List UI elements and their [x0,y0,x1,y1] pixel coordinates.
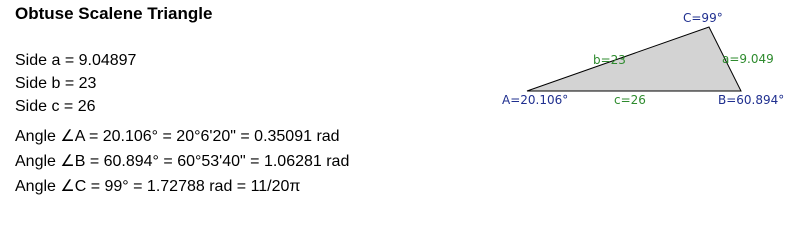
angle-a-text: Angle ∠A = 20.106° = 20°6'20" = 0.35091 rad [15,128,340,145]
triangle-shape [527,27,741,91]
vertex-b-label: B=60.894° [718,93,785,107]
side-c-text: Side c = 26 [15,98,96,115]
side-c-label: c=26 [614,93,646,107]
vertex-a-label: A=20.106° [502,93,569,107]
side-a-text: Side a = 9.04897 [15,52,137,69]
side-a-label: a=9.049 [722,52,774,66]
page-title: Obtuse Scalene Triangle [15,4,213,23]
angle-b-text: Angle ∠B = 60.894° = 60°53'40" = 1.06281 rad [15,153,350,170]
vertex-c-label: C=99° [683,11,723,25]
angle-c-text: Angle ∠C = 99° = 1.72788 rad = 11/20π [15,178,301,195]
side-b-label: b=23 [593,53,626,67]
side-b-text: Side b = 23 [15,75,97,92]
